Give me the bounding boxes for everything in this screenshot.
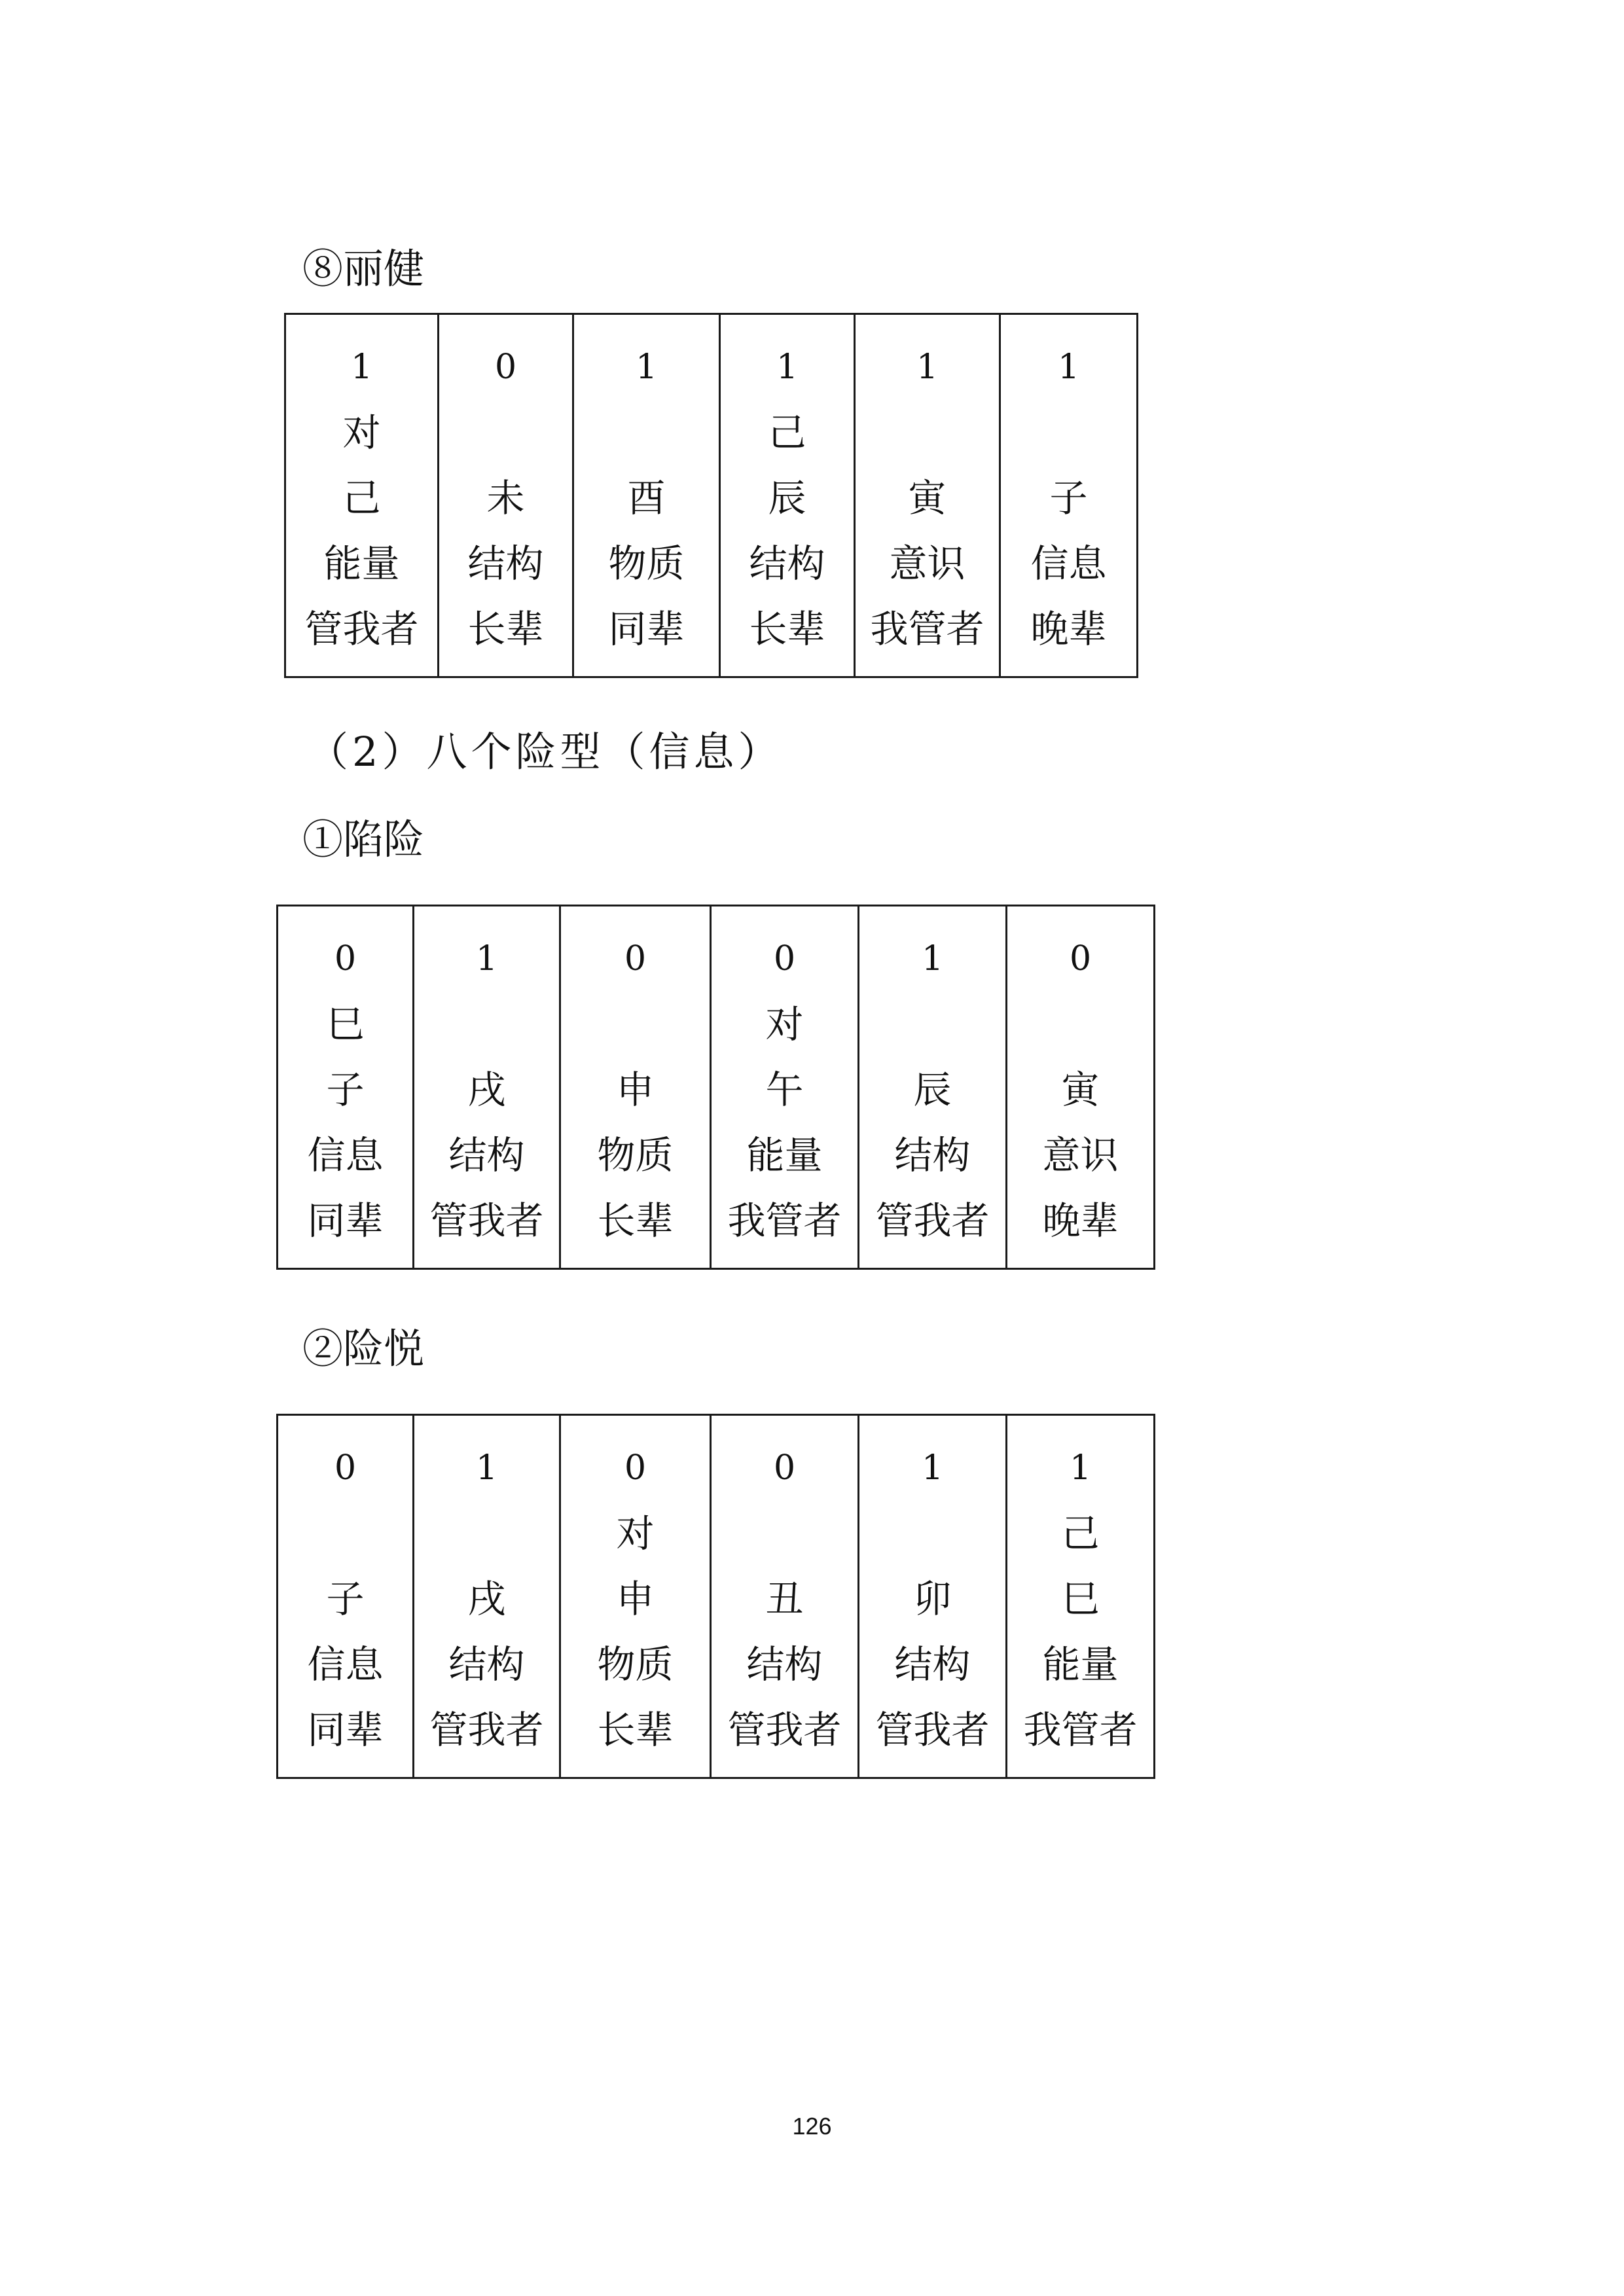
cell-marker: 对 bbox=[616, 1511, 655, 1556]
group-heading: （2）八个险型（信息） bbox=[308, 728, 783, 776]
table-cell bbox=[711, 906, 859, 1269]
cell-number: 1 bbox=[635, 348, 658, 387]
cell-relation: 晚辈 bbox=[1030, 607, 1107, 651]
section-heading-li-jian: ⑧丽健 bbox=[302, 245, 425, 293]
cell-number: 0 bbox=[773, 939, 796, 978]
cell-marker bbox=[414, 1501, 559, 1566]
cell-number: 1 bbox=[1057, 348, 1080, 387]
cell-branch: 未 bbox=[486, 476, 525, 520]
cell-number: 1 bbox=[776, 348, 799, 387]
cell-category: 意识 bbox=[889, 541, 965, 586]
cell-branch: 丑 bbox=[765, 1577, 804, 1621]
cell-marker bbox=[859, 992, 1005, 1057]
cell-marker bbox=[414, 992, 559, 1057]
cell-branch: 戌 bbox=[467, 1577, 506, 1621]
cell-branch: 辰 bbox=[768, 476, 806, 520]
table-cell bbox=[855, 314, 1000, 677]
cell-relation: 管我者 bbox=[727, 1708, 842, 1752]
cell-category: 物质 bbox=[597, 1133, 674, 1177]
cell-branch: 寅 bbox=[908, 476, 947, 520]
table-cell bbox=[278, 1415, 414, 1778]
cell-number: 1 bbox=[350, 348, 373, 387]
cell-category: 能量 bbox=[323, 541, 400, 586]
page-number: 126 bbox=[792, 2113, 832, 2140]
cell-marker: 己 bbox=[1061, 1511, 1100, 1556]
cell-category: 意识 bbox=[1042, 1133, 1119, 1177]
cell-relation: 管我者 bbox=[875, 1198, 990, 1243]
table-cell bbox=[720, 314, 855, 677]
cell-category: 结构 bbox=[448, 1133, 525, 1177]
table-cell bbox=[560, 1415, 711, 1778]
cell-relation: 管我者 bbox=[875, 1708, 990, 1752]
cell-marker bbox=[1007, 992, 1153, 1057]
cell-number: 0 bbox=[334, 939, 357, 978]
cell-marker bbox=[712, 1501, 857, 1566]
cell-relation: 我管者 bbox=[870, 607, 984, 651]
cell-number: 1 bbox=[921, 939, 944, 978]
cell-branch: 申 bbox=[616, 1067, 655, 1112]
cell-category: 信息 bbox=[1030, 541, 1107, 586]
cell-relation: 我管者 bbox=[1023, 1708, 1138, 1752]
cell-relation: 我管者 bbox=[727, 1198, 842, 1243]
cell-category: 物质 bbox=[597, 1642, 674, 1687]
table-cell bbox=[278, 906, 414, 1269]
cell-category: 信息 bbox=[307, 1133, 384, 1177]
cell-category: 物质 bbox=[608, 541, 685, 586]
li-jian-table bbox=[284, 313, 1138, 678]
cell-number: 0 bbox=[624, 1448, 647, 1488]
cell-category: 结构 bbox=[746, 1642, 823, 1687]
table-cell bbox=[414, 906, 560, 1269]
cell-number: 0 bbox=[773, 1448, 796, 1488]
cell-relation: 长辈 bbox=[597, 1708, 674, 1752]
cell-number: 1 bbox=[916, 348, 939, 387]
cell-relation: 管我者 bbox=[304, 607, 419, 651]
cell-relation: 同辈 bbox=[307, 1198, 384, 1243]
cell-category: 结构 bbox=[894, 1642, 971, 1687]
table-cell bbox=[1007, 1415, 1155, 1778]
cell-branch: 辰 bbox=[913, 1067, 952, 1112]
cell-relation: 长辈 bbox=[749, 607, 825, 651]
cell-relation: 同辈 bbox=[307, 1708, 384, 1752]
cell-marker bbox=[856, 400, 999, 465]
cell-branch: 酉 bbox=[627, 476, 666, 520]
table-row bbox=[278, 1415, 1155, 1778]
cell-category: 能量 bbox=[1042, 1642, 1119, 1687]
cell-number: 0 bbox=[494, 348, 517, 387]
cell-category: 结构 bbox=[448, 1642, 525, 1687]
cell-number: 1 bbox=[1069, 1448, 1092, 1488]
xian-xian-table bbox=[276, 905, 1155, 1270]
table-cell bbox=[573, 314, 720, 677]
cell-branch: 巳 bbox=[1061, 1577, 1100, 1621]
section-heading-xian-yue: ②险悦 bbox=[302, 1325, 425, 1372]
cell-branch: 子 bbox=[326, 1577, 365, 1621]
table-cell bbox=[1007, 906, 1155, 1269]
cell-marker bbox=[561, 992, 710, 1057]
table-cell bbox=[859, 1415, 1007, 1778]
cell-category: 能量 bbox=[746, 1133, 823, 1177]
cell-number: 0 bbox=[334, 1448, 357, 1488]
cell-relation: 晚辈 bbox=[1042, 1198, 1119, 1243]
cell-category: 结构 bbox=[894, 1133, 971, 1177]
cell-marker bbox=[1001, 400, 1136, 465]
cell-branch: 子 bbox=[1049, 476, 1088, 520]
cell-relation: 长辈 bbox=[597, 1198, 674, 1243]
table-row bbox=[285, 314, 1138, 677]
table-cell bbox=[414, 1415, 560, 1778]
cell-marker bbox=[439, 400, 572, 465]
section-heading-xian-xian: ①陷险 bbox=[302, 816, 425, 863]
cell-marker: 己 bbox=[768, 410, 806, 455]
table-cell bbox=[560, 906, 711, 1269]
cell-relation: 管我者 bbox=[429, 1198, 544, 1243]
cell-number: 0 bbox=[624, 939, 647, 978]
xian-yue-table bbox=[276, 1414, 1155, 1779]
table-cell bbox=[859, 906, 1007, 1269]
cell-branch: 戌 bbox=[467, 1067, 506, 1112]
cell-branch: 寅 bbox=[1061, 1067, 1100, 1112]
cell-relation: 管我者 bbox=[429, 1708, 544, 1752]
cell-number: 1 bbox=[475, 1448, 498, 1488]
cell-branch: 午 bbox=[765, 1067, 804, 1112]
table-cell bbox=[439, 314, 573, 677]
cell-branch: 卯 bbox=[913, 1577, 952, 1621]
cell-marker: 巳 bbox=[326, 1002, 365, 1047]
table-row bbox=[278, 906, 1155, 1269]
cell-branch: 申 bbox=[616, 1577, 655, 1621]
cell-marker bbox=[574, 400, 719, 465]
cell-category: 信息 bbox=[307, 1642, 384, 1687]
cell-relation: 同辈 bbox=[608, 607, 685, 651]
cell-marker bbox=[278, 1501, 412, 1566]
cell-category: 结构 bbox=[749, 541, 825, 586]
cell-number: 1 bbox=[921, 1448, 944, 1488]
cell-branch: 己 bbox=[342, 476, 381, 520]
cell-marker: 对 bbox=[765, 1002, 804, 1047]
cell-relation: 长辈 bbox=[467, 607, 544, 651]
cell-marker: 对 bbox=[342, 410, 381, 455]
cell-marker bbox=[859, 1501, 1005, 1566]
table-cell bbox=[1000, 314, 1138, 677]
cell-branch: 子 bbox=[326, 1067, 365, 1112]
table-cell bbox=[285, 314, 439, 677]
table-cell bbox=[711, 1415, 859, 1778]
cell-number: 1 bbox=[475, 939, 498, 978]
cell-category: 结构 bbox=[467, 541, 544, 586]
cell-number: 0 bbox=[1069, 939, 1092, 978]
